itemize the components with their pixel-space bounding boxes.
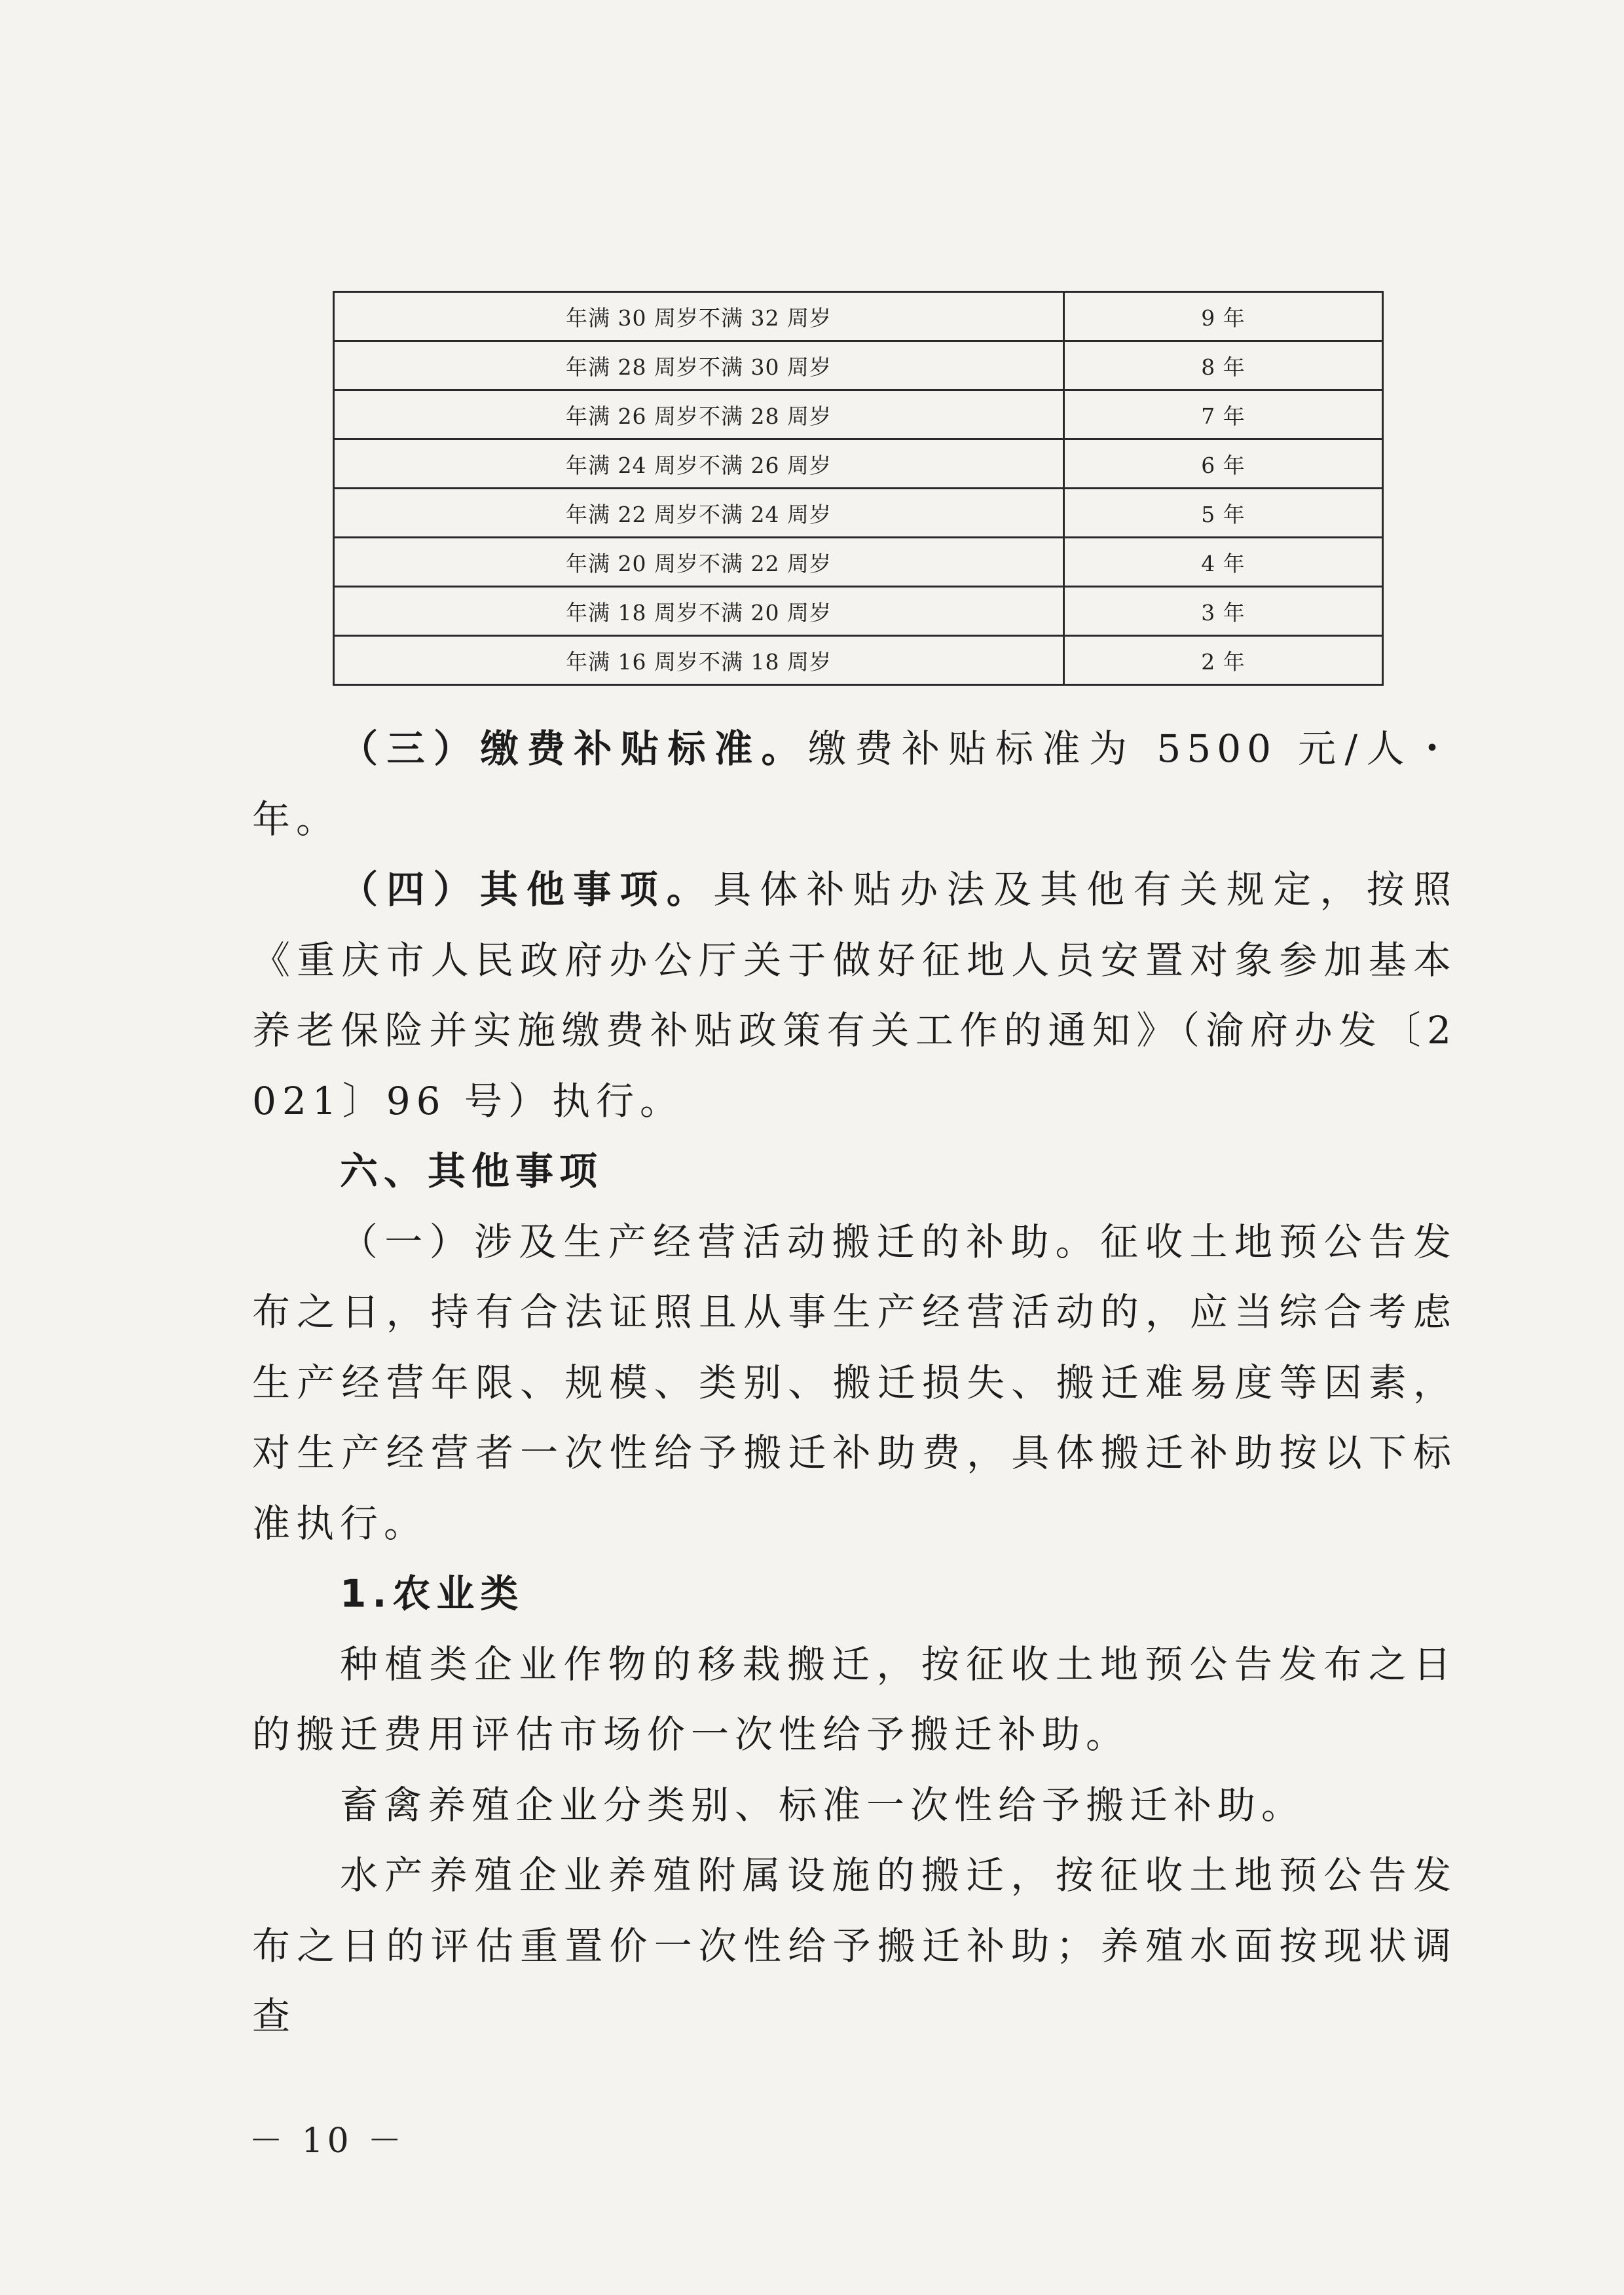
body-text xyxy=(252,714,1457,2052)
age-range-cell: 年满 28 周岁不满 30 周岁 xyxy=(334,341,1064,390)
table-row xyxy=(334,636,1383,685)
table-row xyxy=(334,439,1383,489)
paragraph-livestock: 畜禽养殖企业分类别、标准一次性给予搬迁补助。 xyxy=(340,1782,1306,1827)
table-row xyxy=(334,538,1383,587)
section-6-1-body: 征收土地预公告发布之日，持有合法证照且从事生产经营活动的，应当综合考虑生产经营年限、规模、类别、搬迁损失、搬迁难易度等因素，对生产经营者一次性给予搬迁补助费，具体搬迁补助按以下标准执行。 xyxy=(252,1219,1457,1546)
table-row xyxy=(334,341,1383,390)
section-6-1-title: （一）涉及生产经营活动搬迁的补助。 xyxy=(340,1219,1100,1264)
years-cell: 4 年 xyxy=(1064,538,1383,587)
table-row xyxy=(334,390,1383,439)
table-row xyxy=(334,587,1383,636)
section-3-body: 缴费补贴标准为 5500 元/人・年。 xyxy=(252,726,1457,842)
years-cell: 7 年 xyxy=(1064,390,1383,439)
table-row xyxy=(334,489,1383,538)
years-cell: 9 年 xyxy=(1064,292,1383,341)
age-range-cell: 年满 22 周岁不满 24 周岁 xyxy=(334,489,1064,538)
section-3-paragraph xyxy=(252,714,1457,855)
heading-other-matters: 六、其他事项 xyxy=(340,1149,604,1193)
paragraph-planting: 种植类企业作物的移栽搬迁，按征收土地预公告发布之日的搬迁费用评估市场价一次性给予搬迁补助。 xyxy=(252,1641,1457,1757)
years-cell: 5 年 xyxy=(1064,489,1383,538)
paragraph-aquaculture: 水产养殖企业养殖附属设施的搬迁，按征收土地预公告发布之日的评估重置价一次性给予搬迁补助；养殖水面按现状调查 xyxy=(252,1853,1457,2038)
age-range-cell: 年满 18 周岁不满 20 周岁 xyxy=(334,587,1064,636)
section-4-paragraph xyxy=(252,855,1457,1136)
section-4-title: （四）其他事项。 xyxy=(340,867,714,912)
age-range-cell: 年满 16 周岁不满 18 周岁 xyxy=(334,636,1064,685)
section-3-title: （三）缴费补贴标准。 xyxy=(340,726,808,771)
years-cell: 6 年 xyxy=(1064,439,1383,489)
years-cell: 3 年 xyxy=(1064,587,1383,636)
section-6-1-paragraph xyxy=(252,1207,1457,1559)
section-4-body: 具体补贴办法及其他有关规定，按照《重庆市人民政府办公厅关于做好征地人员安置对象参加基本养老保险并实施缴费补贴政策有关工作的通知》（渝府办发〔2021〕96 号）执行。 xyxy=(252,867,1457,1123)
age-range-cell: 年满 20 周岁不满 22 周岁 xyxy=(334,538,1064,587)
age-years-table xyxy=(333,291,1384,686)
table-row xyxy=(334,292,1383,341)
page-number: － 10 － xyxy=(249,2121,406,2161)
age-range-cell: 年满 24 周岁不满 26 周岁 xyxy=(334,439,1064,489)
age-range-cell: 年满 30 周岁不满 32 周岁 xyxy=(334,292,1064,341)
subheading-agriculture: 1.农业类 xyxy=(340,1571,525,1616)
years-cell: 8 年 xyxy=(1064,341,1383,390)
years-cell: 2 年 xyxy=(1064,636,1383,685)
age-range-cell: 年满 26 周岁不满 28 周岁 xyxy=(334,390,1064,439)
